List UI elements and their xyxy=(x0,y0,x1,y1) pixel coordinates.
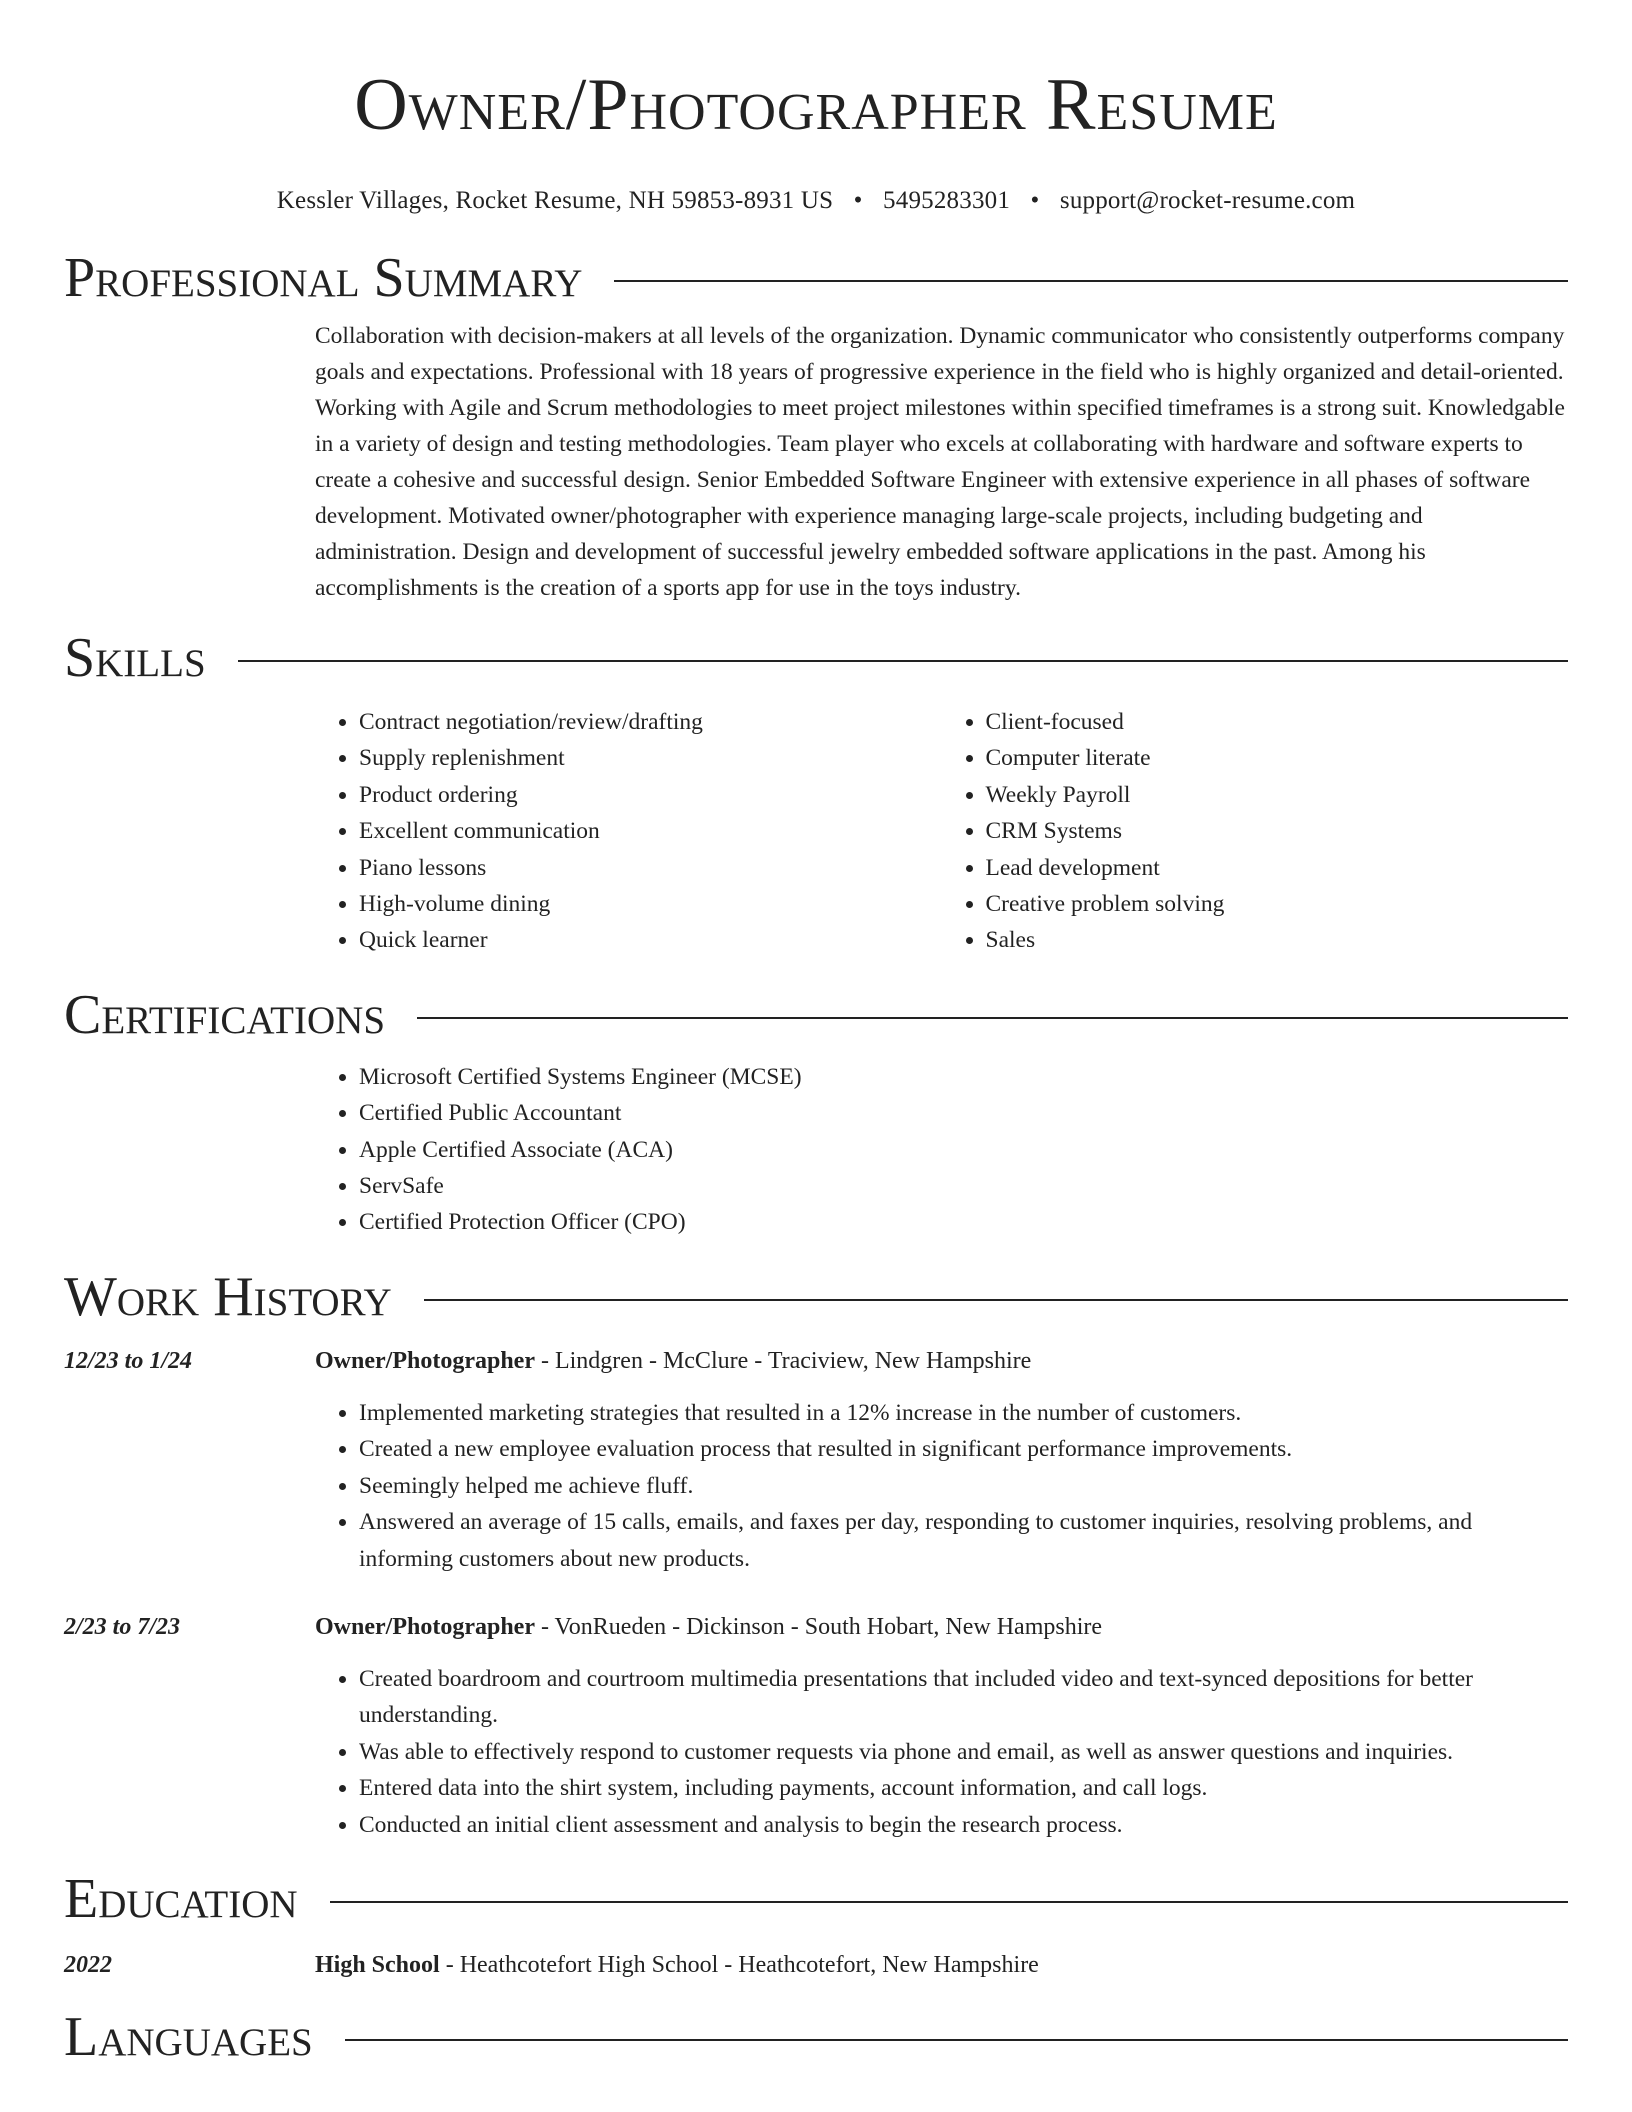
job-bullet: • Created a new employee evaluation process that resulted in significant performance improvements. xyxy=(359,1431,1568,1467)
job-heading xyxy=(315,1609,1568,1645)
skills-list xyxy=(315,704,1568,959)
skill-item: • Quick learner xyxy=(359,922,942,958)
contact-separator: • xyxy=(1030,187,1040,214)
job-bullet: • Created boardroom and courtroom multimedia presentations that included video and text-synced depositions for better understanding. xyxy=(359,1661,1568,1734)
skill-item: • Weekly Payroll xyxy=(986,777,1569,813)
education-section-header xyxy=(64,1867,1568,1931)
education-school: - Heathcotefort High School - Heathcotefort, New Hampshire xyxy=(439,1951,1039,1978)
job-entry xyxy=(64,1343,1568,1577)
job-bullet: • Was able to effectively respond to customer requests via phone and email, as well as answer questions and inquiries. xyxy=(359,1734,1568,1770)
certification-item: • Microsoft Certified Systems Engineer (MCSE) xyxy=(359,1059,1568,1095)
contact-separator: • xyxy=(853,187,863,214)
job-heading xyxy=(315,1343,1568,1379)
job-company: - VonRueden - Dickinson - South Hobart, New Hampshire xyxy=(534,1613,1103,1640)
skill-item: • Excellent communication xyxy=(359,813,942,849)
skill-item: • Computer literate xyxy=(986,740,1569,776)
skills-section-header xyxy=(64,626,1568,690)
skill-item: • Product ordering xyxy=(359,777,942,813)
education-year: 2022 xyxy=(64,1951,112,1978)
job-entry xyxy=(64,1609,1568,1843)
skills-column-left xyxy=(315,704,942,959)
job-bullet: • Conducted an initial client assessment and analysis to begin the research process. xyxy=(359,1807,1568,1843)
job-bullets xyxy=(315,1395,1568,1577)
skill-item: • High-volume dining xyxy=(359,886,942,922)
certifications-heading: Certifications xyxy=(64,983,386,1046)
contact-email: support@rocket-resume.com xyxy=(1059,187,1356,214)
job-title: Owner/Photographer xyxy=(315,1347,535,1374)
contact-address: Kessler Villages, Rocket Resume, NH 59853-8931 US xyxy=(276,187,834,214)
skill-item: • Piano lessons xyxy=(359,850,942,886)
skill-item: • Creative problem solving xyxy=(986,886,1569,922)
work-heading: Work History xyxy=(64,1265,392,1328)
resume-page xyxy=(64,0,1568,2069)
section-divider xyxy=(417,1017,1568,1019)
languages-heading: Languages xyxy=(64,2005,313,2068)
skill-item: • CRM Systems xyxy=(986,813,1569,849)
summary-heading: Professional Summary xyxy=(64,247,583,309)
certifications-section-header xyxy=(64,983,1568,1047)
contact-phone: 5495283301 xyxy=(883,187,1011,214)
section-divider xyxy=(614,280,1568,282)
skill-item: • Supply replenishment xyxy=(359,740,942,776)
skill-item: • Sales xyxy=(986,922,1569,958)
job-bullet: • Implemented marketing strategies that resulted in a 12% increase in the number of customers. xyxy=(359,1395,1568,1431)
job-bullet: • Answered an average of 15 calls, emails, and faxes per day, responding to customer inquiries, resolving problems, and informing customers about new products. xyxy=(359,1504,1568,1577)
certification-item: • Certified Public Accountant xyxy=(359,1095,1568,1131)
section-divider xyxy=(238,660,1568,662)
section-divider xyxy=(345,2039,1568,2041)
summary-text: Collaboration with decision-makers at all levels of the organization. Dynamic communicator who consistently outperforms company goals and expectations. Professional with 18 years of progressive experience in the field who is highly organized and detail-oriented. Working with Agile and Scrum methodologies to meet project milestones within specified timeframes is a strong suit. Knowledgable in a variety of design and testing methodologies. Team player who excels at collaborating with hardware and software experts to create a cohesive and successful design. Senior Embedded Software Engineer with extensive experience in all phases of software development. Motivated owner/photographer with experience managing large-scale projects, including budgeting and administration. Design and development of successful jewelry embedded software applications in the past. Among his accomplishments is the creation of a sports app for use in the toys industry. xyxy=(315,323,1565,601)
certification-item: • Apple Certified Associate (ACA) xyxy=(359,1132,1568,1168)
job-title: Owner/Photographer xyxy=(315,1613,535,1640)
job-dates: 12/23 to 1/24 xyxy=(64,1347,193,1374)
job-dates: 2/23 to 7/23 xyxy=(64,1613,181,1640)
job-company: - Lindgren - McClure - Traciview, New Hampshire xyxy=(534,1347,1032,1374)
skill-item: • Contract negotiation/review/drafting xyxy=(359,704,942,740)
skill-item: • Client-focused xyxy=(986,704,1569,740)
skill-item: • Lead development xyxy=(986,850,1569,886)
section-divider xyxy=(424,1299,1568,1301)
education-degree: High School xyxy=(315,1951,440,1978)
work-section-header xyxy=(64,1265,1568,1329)
job-bullets xyxy=(315,1661,1568,1843)
certification-item: • ServSafe xyxy=(359,1168,1568,1204)
section-divider xyxy=(330,1901,1568,1903)
skills-column-right xyxy=(942,704,1569,959)
languages-section-header xyxy=(64,2005,1568,2069)
education-entry xyxy=(64,1947,1568,1983)
education-heading: Education xyxy=(64,1867,298,1930)
education-heading-line xyxy=(315,1947,1568,1983)
certifications-list xyxy=(315,1059,1568,1241)
job-bullet: • Entered data into the shirt system, including payments, account information, and call logs. xyxy=(359,1770,1568,1806)
job-bullet: • Seemingly helped me achieve fluff. xyxy=(359,1468,1568,1504)
contact-line xyxy=(64,186,1568,216)
skills-heading: Skills xyxy=(64,627,206,689)
certification-item: • Certified Protection Officer (CPO) xyxy=(359,1204,1568,1240)
resume-title: Owner/Photographer Resume xyxy=(354,64,1278,146)
summary-section-header xyxy=(64,246,1568,310)
